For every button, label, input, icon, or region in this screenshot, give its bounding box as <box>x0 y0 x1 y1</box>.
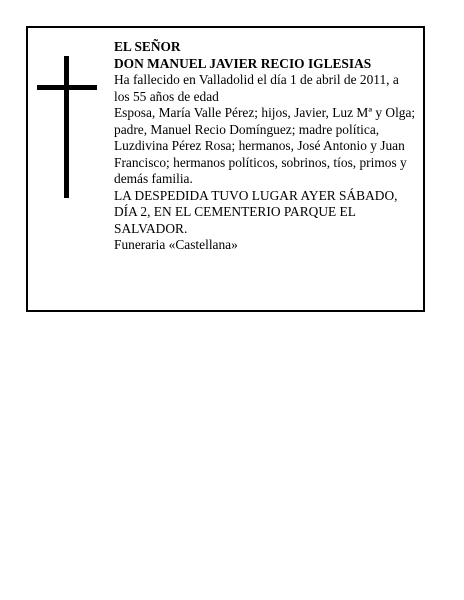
cross-vertical-bar <box>64 56 69 198</box>
family-list: Esposa, María Valle Pérez; hijos, Javier, Luz Mª y Olga; padre, Manuel Recio Domínguez; madre política, Luzdivina Pérez Rosa; hermanos, José Antonio y Juan Francisco; hermanos políticos, sobrinos, tíos, primos y demás familia. <box>114 105 416 186</box>
latin-cross-icon <box>37 56 97 198</box>
obituary-title: EL SEÑOR <box>114 39 181 54</box>
funeral-home: Funeraria «Castellana» <box>114 237 238 252</box>
cross-horizontal-bar <box>37 85 97 90</box>
deceased-name: DON MANUEL JAVIER RECIO IGLESIAS <box>114 55 372 71</box>
obituary-text <box>114 39 416 254</box>
death-statement: Ha fallecido en Valladolid el día 1 de abril de 2011, a los 55 años de edad <box>114 72 399 104</box>
farewell-statement: LA DESPEDIDA TUVO LUGAR AYER SÁBADO, DÍA 2, EN EL CEMENTERIO PARQUE EL SALVADOR. <box>114 187 398 236</box>
